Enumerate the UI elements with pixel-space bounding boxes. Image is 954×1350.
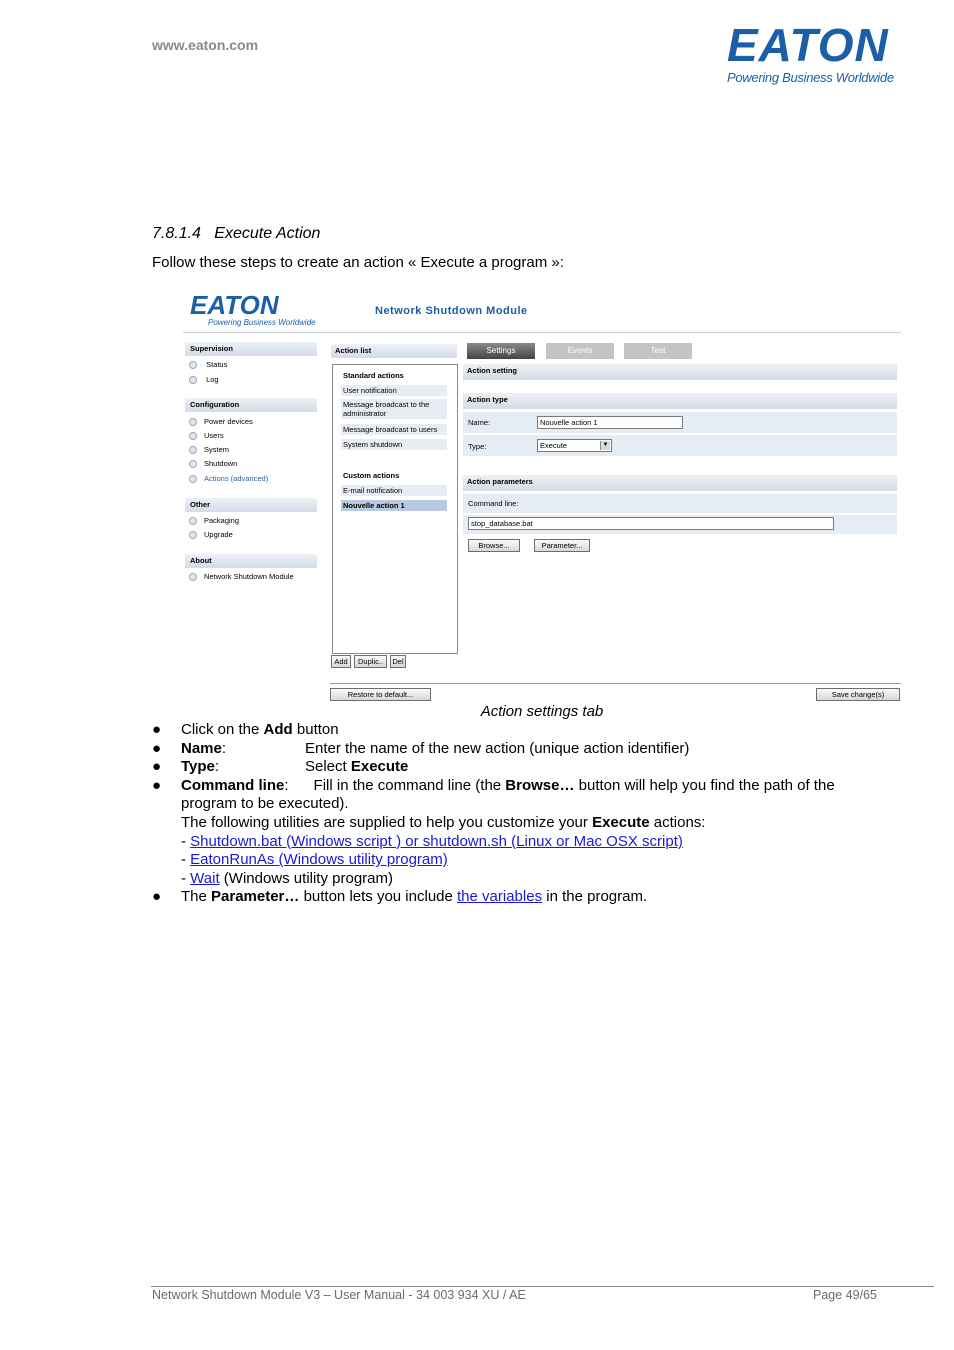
app-title: Network Shutdown Module (375, 305, 528, 317)
type-label: Type: (468, 442, 487, 451)
list-item[interactable]: User notification (341, 385, 447, 396)
wait-link[interactable]: Wait (190, 869, 220, 887)
shutdown-script-link[interactable]: Shutdown.bat (Windows script ) or shutdown.sh (Linux or Mac OSX script) (190, 832, 683, 850)
text: Click on the (181, 721, 264, 738)
action-list-box (332, 364, 458, 654)
list-item (152, 777, 892, 889)
nsm-logo-tagline: Powering Business Worldwide (208, 318, 316, 327)
nav-item-label: Packaging (204, 516, 240, 525)
text: (Windows utility program) (219, 869, 393, 887)
header-divider (183, 332, 901, 333)
logo-tagline: Powering Business Worldwide (727, 70, 894, 85)
bold-text: Command line (181, 776, 285, 794)
nav-item-packaging[interactable] (189, 516, 239, 525)
list-item (152, 758, 892, 777)
nav-item-label: System (204, 445, 230, 454)
action-list-heading: Action list (331, 344, 457, 358)
name-row (463, 412, 897, 433)
radio-dot-icon (189, 573, 197, 581)
footer-divider (151, 1286, 934, 1287)
command-input-row (463, 515, 897, 534)
nav-item-about-nsm[interactable] (189, 572, 294, 581)
figure-caption: Action settings tab (480, 703, 604, 720)
eaton-logo (727, 19, 923, 85)
bullet-icon: ● (152, 721, 162, 738)
radio-dot-icon (189, 475, 197, 483)
logo-wordmark: EATON (727, 19, 889, 71)
text: Select (305, 758, 351, 776)
type-select-value: Execute (540, 441, 568, 450)
header-url: www.eaton.com (152, 37, 259, 53)
nav-item-system[interactable] (189, 445, 229, 454)
standard-actions-heading: Standard actions (341, 370, 447, 381)
nav-item-shutdown[interactable] (189, 459, 237, 468)
section-title: Execute Action (214, 225, 321, 242)
name-label: Name: (468, 418, 491, 427)
tab-test[interactable]: Test (624, 343, 692, 359)
browse-button[interactable]: Browse... (468, 539, 520, 552)
list-item (152, 740, 892, 759)
nav-heading-other: Other (185, 498, 317, 512)
text: in the program. (542, 888, 648, 906)
radio-dot-icon (189, 460, 197, 468)
radio-dot-icon (189, 531, 197, 539)
radio-dot-icon (189, 418, 197, 426)
text: actions: (649, 813, 706, 831)
nav-item-label: Users (204, 431, 224, 440)
footer-divider (330, 683, 901, 684)
variables-link[interactable]: the variables (457, 888, 543, 906)
text: : (284, 776, 289, 794)
nav-item-power-devices[interactable] (189, 417, 253, 426)
delete-button[interactable]: Del (390, 655, 406, 668)
bullet-icon: ● (152, 888, 162, 906)
parameter-button[interactable]: Parameter... (534, 539, 590, 552)
nav-item-label: Upgrade (204, 530, 233, 539)
custom-actions-heading: Custom actions (341, 470, 447, 481)
nav-item-status[interactable] (189, 360, 227, 369)
nav-item-users[interactable] (189, 431, 224, 440)
list-item[interactable]: Message broadcast to users (341, 424, 447, 435)
restore-default-button[interactable]: Restore to default... (330, 688, 431, 701)
command-line-label: Command line: (468, 499, 519, 508)
command-line-field[interactable]: stop_database.bat (468, 517, 834, 530)
eatonrunas-link[interactable]: EatonRunAs (Windows utility program) (190, 851, 448, 869)
footer-document-title: Network Shutdown Module V3 – User Manual - 34 003 934 XU / AE (152, 1288, 526, 1302)
text: Fill in the command line (the (313, 776, 506, 794)
text: The following utilities are supplied to help you customize your (181, 813, 593, 831)
list-item[interactable]: E-mail notification (341, 485, 447, 496)
nav-heading-about: About (185, 554, 317, 568)
section-number: 7.8.1.4 (152, 225, 201, 242)
text: : (214, 758, 220, 776)
save-changes-button[interactable]: Save change(s) (816, 688, 900, 701)
bold-text: Execute (350, 758, 409, 776)
page-number: Page 49/65 (813, 1288, 877, 1302)
list-item-selected[interactable]: Nouvelle action 1 (341, 500, 447, 511)
chevron-down-icon[interactable]: ▼ (600, 441, 610, 450)
bold-text: Add (263, 721, 293, 738)
intro-text: Follow these steps to create an action « Execute a program »: (152, 254, 564, 271)
command-label-row (463, 494, 897, 513)
radio-dot-icon (189, 517, 197, 525)
list-item (152, 888, 892, 907)
dash: - (181, 832, 191, 850)
name-field[interactable]: Nouvelle action 1 (537, 416, 683, 429)
tab-events[interactable]: Events (546, 343, 614, 359)
nsm-screenshot (183, 288, 901, 706)
bold-text: Browse… (505, 776, 575, 794)
text: button will help you find the path of the program to be executed). (181, 776, 835, 813)
nav-item-label: Log (206, 375, 219, 384)
text: button (292, 721, 339, 738)
nav-item-upgrade[interactable] (189, 530, 233, 539)
text: The (181, 888, 212, 906)
add-button[interactable]: Add (331, 655, 351, 668)
action-setting-heading: Action setting (463, 364, 897, 380)
nav-heading-configuration: Configuration (185, 398, 317, 412)
nav-item-label: Actions (advanced) (204, 474, 269, 483)
text: Enter the name of the new action (unique action identifier) (305, 739, 690, 757)
bullet-icon: ● (152, 776, 162, 794)
tab-settings[interactable]: Settings (467, 343, 535, 359)
text: button lets you include (299, 888, 458, 906)
instructions-list (152, 721, 892, 907)
nav-item-actions-advanced[interactable] (189, 474, 268, 483)
nsm-logo (190, 292, 316, 327)
nav-item-label: Power devices (204, 417, 253, 426)
action-type-heading: Action type (463, 393, 897, 409)
nav-item-label: Shutdown (204, 459, 238, 468)
radio-dot-icon (189, 376, 197, 384)
radio-dot-icon (189, 432, 197, 440)
bold-text: Type (181, 758, 215, 776)
list-item[interactable]: System shutdown (341, 439, 447, 450)
section-heading (152, 225, 320, 243)
bold-text: Parameter… (211, 888, 300, 906)
dash: - (181, 851, 191, 869)
type-select[interactable] (537, 439, 612, 452)
radio-dot-icon (189, 446, 197, 454)
radio-dot-icon (189, 361, 197, 369)
action-parameters-heading: Action parameters (463, 475, 897, 491)
nsm-logo-wordmark: EATON (190, 290, 279, 320)
text: : (221, 739, 227, 757)
type-row (463, 435, 897, 456)
dash: - (181, 869, 191, 887)
bold-text: Name (181, 739, 222, 757)
nav-item-log[interactable] (189, 375, 219, 384)
bullet-icon: ● (152, 739, 162, 757)
list-item (152, 721, 892, 740)
duplicate-button[interactable]: Duplic.. (354, 655, 387, 668)
nav-heading-supervision: Supervision (185, 342, 317, 356)
bold-text: Execute (592, 813, 650, 831)
list-item[interactable]: Message broadcast to the administrator (341, 399, 447, 419)
nav-item-label: Network Shutdown Module (204, 572, 294, 581)
nav-item-label: Status (206, 360, 228, 369)
bullet-icon: ● (152, 758, 162, 776)
